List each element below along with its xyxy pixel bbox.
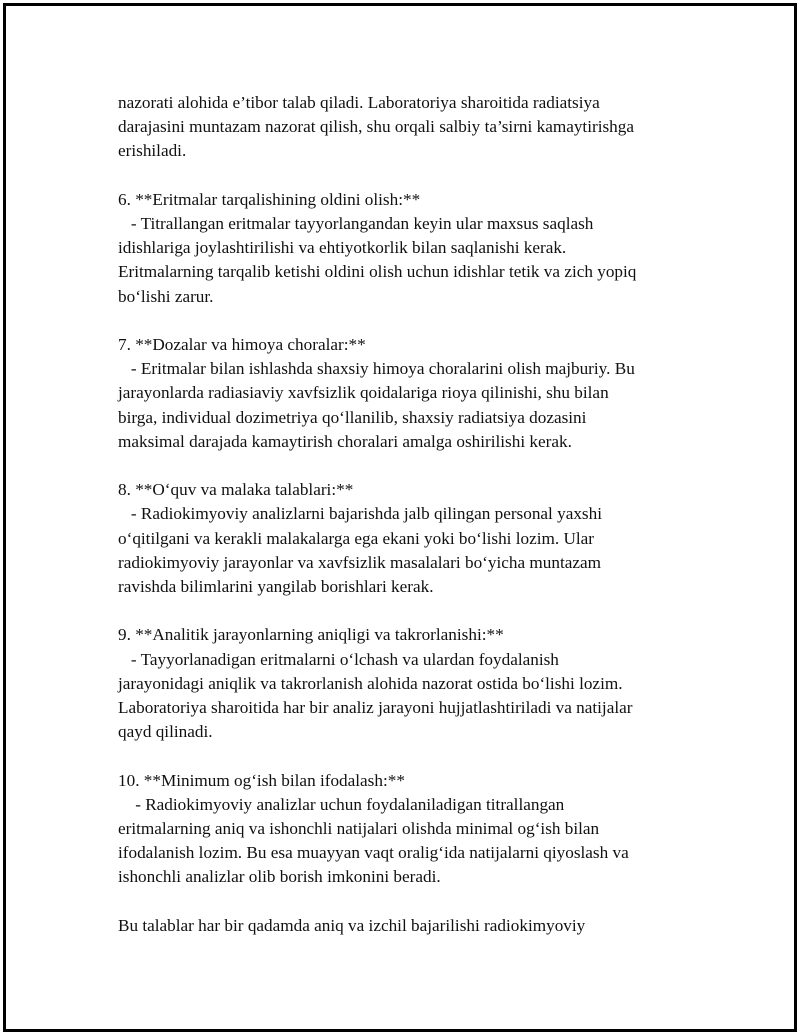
text-line: Eritmalarning tarqalib ketishi oldini olish uchun idishlar tetik va zich yopiq — [118, 262, 637, 282]
section-heading: 10. **Minimum og‘ish bilan ifodalash:** — [118, 770, 405, 790]
text-line: - Eritmalar bilan ishlashda shaxsiy himoya choralarini olish majburiy. Bu — [118, 359, 635, 379]
text-line: Bu talablar har bir qadamda aniq va izchil bajarilishi radiokimyoviy — [118, 915, 586, 935]
text-line: - Titrallangan eritmalar tayyorlangandan keyin ular maxsus saqlash — [118, 214, 594, 233]
text-line: bo‘lishi zarur. — [118, 286, 214, 306]
section-heading: 6. **Eritmalar tarqalishining oldini olish:** — [118, 189, 421, 209]
paragraph-item-9 — [118, 623, 688, 744]
paragraph-item-7 — [118, 333, 688, 454]
text-line: birga, individual dozimetriya qo‘llanilib, shaxsiy radiatsiya dozasini — [118, 407, 587, 427]
text-line: maksimal darajada kamaytirish choralari amalga oshirilishi kerak. — [118, 431, 572, 451]
text-line: jarayonlarda radiasiaviy xavfsizlik qoidalariga rioya qilinishi, shu bilan — [118, 383, 609, 403]
text-line: erishiladi. — [118, 141, 187, 161]
text-line: - Radiokimyoviy analizlar uchun foydalaniladigan titrallangan — [118, 794, 565, 814]
paragraph-item-6 — [118, 188, 688, 309]
text-line: eritmalarning aniq va ishonchli natijalari olishda minimal og‘ish bilan — [118, 819, 600, 839]
section-heading: 9. **Analitik jarayonlarning aniqligi va takrorlanishi:** — [118, 625, 504, 645]
text-line: - Radiokimyoviy analizlarni bajarishda jalb qilingan personal yaxshi — [118, 504, 602, 524]
text-line: ishonchli analizlar olib borish imkonini beradi. — [118, 867, 441, 887]
text-line: idishlariga joylashtirilishi va ehtiyotkorlik bilan saqlanishi kerak. — [118, 238, 567, 258]
section-heading: 8. **O‘quv va malaka talablari:** — [118, 480, 354, 500]
text-line: qayd qilinadi. — [118, 722, 213, 742]
paragraph-conclusion — [118, 914, 688, 938]
paragraph-item-10 — [118, 769, 688, 890]
text-line: darajasini muntazam nazorat qilish, shu orqali salbiy ta’sirni kamaytirishga — [118, 117, 634, 137]
text-line: ifodalanish lozim. Bu esa muayyan vaqt oralig‘ida natijalarni qiyoslash va — [118, 843, 629, 863]
text-line: jarayonidagi aniqlik va takrorlanish alohida nazorat ostida bo‘lishi lozim. — [118, 673, 623, 693]
text-line: radiokimyoviy jarayonlar va xavfsizlik masalalari bo‘yicha muntazam — [118, 552, 601, 572]
text-line: Laboratoriya sharoitida har bir analiz jarayoni hujjatlashtiriladi va natijalar — [118, 698, 633, 718]
text-line: nazorati alohida e’tibor talab qiladi. Laboratoriya sharoitida radiatsiya — [118, 93, 600, 112]
text-line: ravishda bilimlarini yangilab borishlari kerak. — [118, 577, 434, 597]
text-line: - Tayyorlanadigan eritmalarni o‘lchash va ulardan foydalanish — [118, 649, 559, 669]
paragraph-intro — [118, 91, 688, 164]
section-heading: 7. **Dozalar va himoya choralar:** — [118, 335, 366, 354]
text-line: o‘qitilgani va kerakli malakalarga ega ekani yoki bo‘lishi lozim. Ular — [118, 528, 595, 548]
paragraph-item-8 — [118, 478, 688, 599]
document-body — [118, 91, 688, 962]
